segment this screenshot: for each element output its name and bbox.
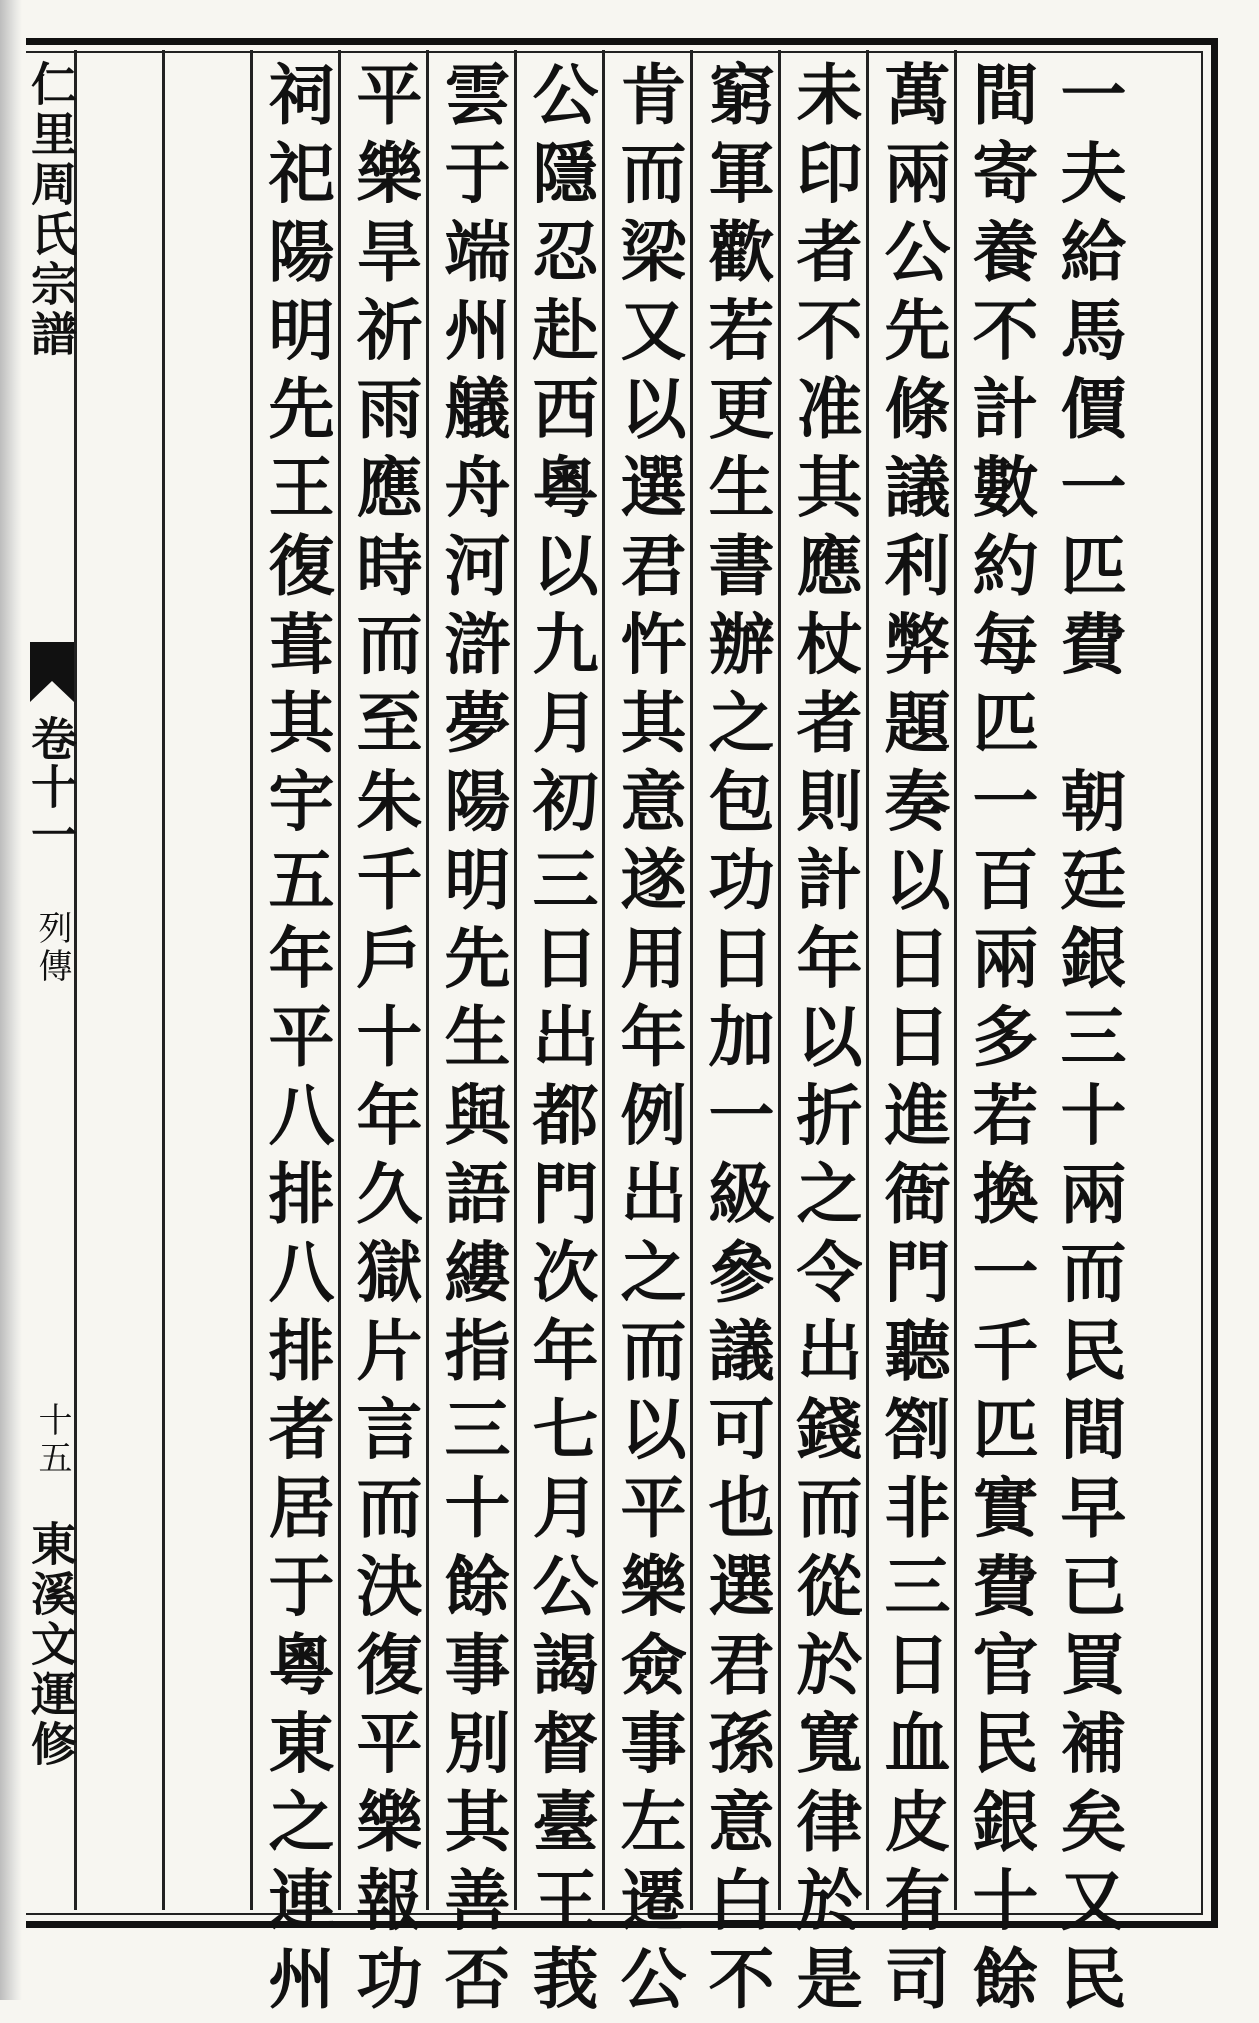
text-column-6: 肯而梁又以選君忤其意遂用年例出之而以平樂僉事左遷公	[609, 60, 687, 2023]
column-rule	[250, 50, 253, 1910]
text-column-4: 未印者不准其應杖者則計年以折之令出錢而從於寬律於是	[785, 60, 863, 2023]
banner-hall-name: 東溪文運修	[24, 1520, 78, 1770]
column-rule	[690, 50, 693, 1910]
fishtail-mark	[30, 642, 74, 702]
text-column-2: 間寄養不計數約每匹一百兩多若換一千匹實費官民銀十餘	[961, 60, 1039, 2023]
column-rule	[602, 50, 605, 1910]
banner-section: 列傳	[32, 910, 72, 986]
text-column-10: 祠祀陽明先王復葺其宇五年平八排八排者居于粵東之連州	[257, 60, 335, 2023]
column-rule	[162, 50, 165, 1910]
text-column-1: 一夫給馬價一匹費 朝廷銀三十兩而民間早已買補矣又民	[1049, 60, 1127, 2023]
text-column-9: 平樂旱祈雨應時而至朱千戶十年久獄片言而決復平樂報功	[345, 60, 423, 2023]
column-rule	[866, 50, 869, 1910]
banner-book-title: 仁里周氏宗譜	[24, 60, 78, 360]
banner-volume: 卷十一	[24, 715, 78, 859]
column-rule	[426, 50, 429, 1910]
page-gutter	[0, 0, 22, 2000]
banner-page-number: 十五	[32, 1402, 72, 1478]
column-rule	[778, 50, 781, 1910]
banner-column	[24, 50, 78, 1910]
text-column-5: 窮軍歡若更生書辦之包功日加一級參議可也選君孫意白不	[697, 60, 775, 2023]
text-column-7: 公隱忍赴西粵以九月初三日出都門次年七月公謁督臺王莪	[521, 60, 599, 2023]
text-column-8: 雲于端州艤舟河滸夢陽明先生與語縷指三十餘事別其善否	[433, 60, 511, 2023]
column-rule	[338, 50, 341, 1910]
text-column-3: 萬兩公先條議利弊題奏以日日進衙門聽劄非三日血皮有司	[873, 60, 951, 2023]
column-rule	[954, 50, 957, 1910]
column-rule	[514, 50, 517, 1910]
